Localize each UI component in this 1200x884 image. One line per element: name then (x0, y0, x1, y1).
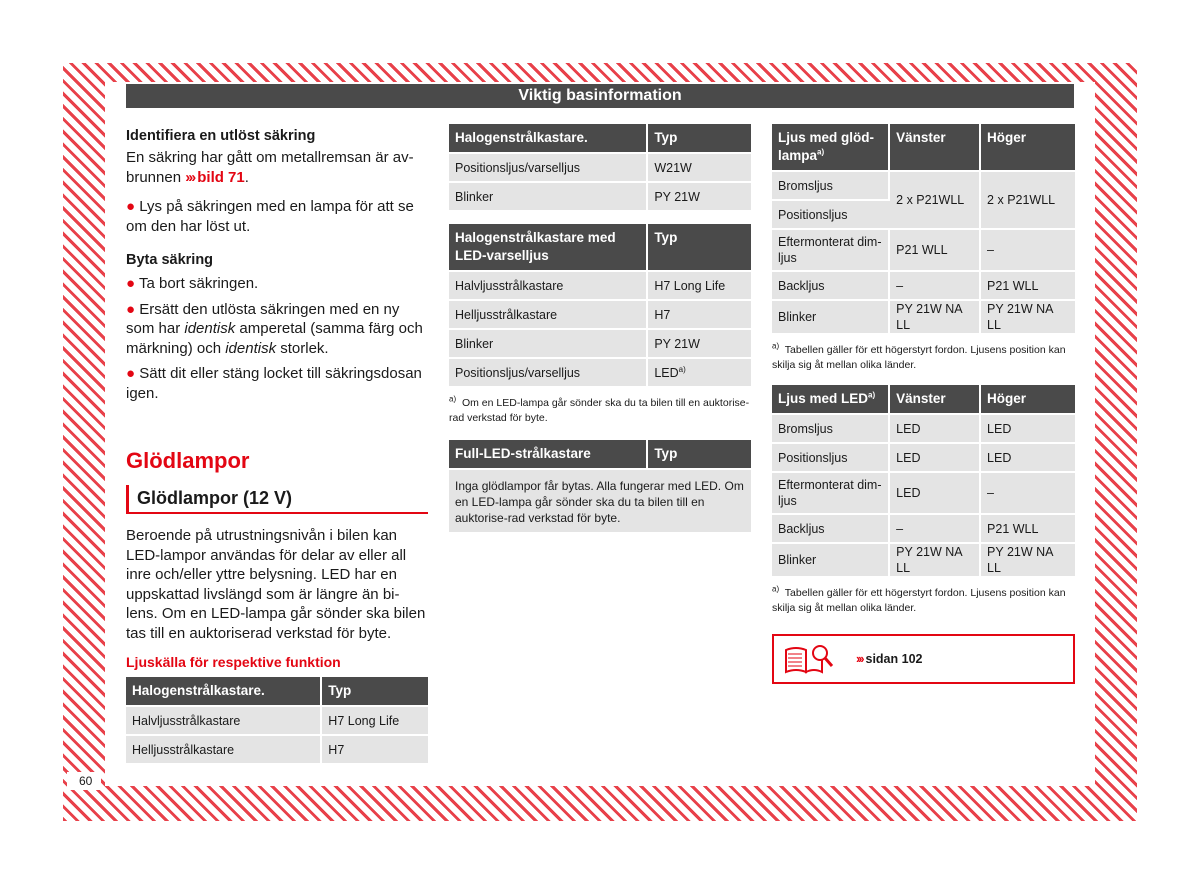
heading-replace-fuse: Byta säkring (126, 252, 214, 268)
section-header-bar: Viktig basinformation (126, 84, 1074, 108)
page-number: 60 (67, 772, 101, 790)
table-halogen-position-lights (449, 124, 751, 212)
table-row: Bromsljus 2 x P21WLL 2 x P21WLL (772, 172, 1075, 201)
book-magnifier-icon (782, 642, 836, 676)
footnote-led: $^{a)}$ Om en LED-lampa går sönder ska du ta bilen till en auktorise-rad verkstad för byte. (449, 394, 750, 424)
column-left (126, 124, 428, 765)
table-header-cell: Vänster (890, 124, 981, 172)
table-header-cell: Typ (322, 677, 428, 707)
subheading-bulbs-12v: Glödlampor (12 V) (126, 485, 428, 514)
bullet-item: ● Sätt dit eller stäng locket till säkringsdosan igen. (126, 365, 422, 402)
table-header-cell: Vänster (890, 385, 981, 415)
table-header-cell: Höger (981, 385, 1075, 415)
paragraph-fuse-blown: En säkring har gått om metallremsan är av-brunnen ››› bild 71. (126, 149, 414, 186)
table-header-cell: Höger (981, 124, 1075, 172)
bullet-icon: ● (126, 300, 136, 318)
bullet-icon: ● (126, 365, 136, 382)
bullet-item: ● Ersätt den utlösta säkringen med en ny som har identisk amperetal (samma färg och märkning) och identisk storlek. (126, 300, 423, 357)
page-reference-box[interactable] (772, 634, 1075, 684)
table-row: Blinker PY 21W NA LL PY 21W NA LL (772, 544, 1075, 578)
table-row: Positionsljus/varselljus W21W (449, 154, 751, 183)
table-row: Backljus – P21 WLL (772, 515, 1075, 544)
bullet-icon: ● (126, 198, 136, 215)
footnote-led-table: $^{a)}$ Tabellen gäller för ett högerstyrt fordon. Ljusens position kan skilja sig åt mellan olika länder. (772, 584, 1066, 614)
table-row: Halvljusstrålkastare H7 Long Life (126, 707, 428, 736)
table-row: Blinker PY 21W (449, 183, 751, 212)
table-row: Positionsljus (772, 201, 1075, 230)
table-row: Bromsljus LED LED (772, 415, 1075, 444)
table-header-cell: Halogenstrålkastare med LED-varselljus (449, 224, 648, 272)
bullet-item: ● Ta bort säkringen. (126, 275, 259, 292)
heading-identify-fuse: Identifiera en utlöst säkring (126, 128, 316, 144)
table-header-cell: Typ (648, 224, 751, 272)
table-full-led (449, 440, 751, 470)
table-row: Helljusstrålkastare H7 (449, 301, 751, 330)
bullet-item: ● Lys på säkringen med en lampa för att se om den har löst ut. (126, 198, 414, 235)
table-row: Helljusstrålkastare H7 (126, 736, 428, 765)
table-row: Blinker PY 21W (449, 330, 751, 359)
table-halogen-headlights (126, 677, 428, 765)
table-row: Halvljusstrålkastare H7 Long Life (449, 272, 751, 301)
table-row: Positionsljus LED LED (772, 444, 1075, 473)
column-middle (449, 124, 751, 532)
table-header-cell: Typ (648, 440, 751, 470)
table-header-cell: Typ (648, 124, 751, 154)
table-row: Backljus – P21 WLL (772, 272, 1075, 301)
table-row: Blinker PY 21W NA LL PY 21W NA LL (772, 301, 1075, 335)
table-header-cell: Ljus med glöd-lampa$^{a)}$ (772, 124, 890, 172)
subheading-light-source: Ljuskälla för respektive funktion (126, 654, 341, 670)
table-bulb-lights (772, 124, 1075, 335)
table-header-cell: Halogenstrålkastare. (449, 124, 648, 154)
table-header-cell: Halogenstrålkastare. (126, 677, 322, 707)
reference-arrows-icon: ››› (185, 168, 195, 186)
table-led-lights (772, 385, 1075, 578)
section-title-bulbs: Glödlampor (126, 448, 250, 473)
column-right (772, 124, 1075, 684)
link-figure-71[interactable]: bild 71 (197, 168, 245, 186)
table-row: Eftermonterat dim-ljus LED – (772, 473, 1075, 515)
table-halogen-led-drl (449, 224, 751, 388)
table-header-cell: Ljus med LED$^{a)}$ (772, 385, 890, 415)
page-reference-link[interactable]: ››› sidan 102 (856, 652, 923, 666)
bullet-icon: ● (126, 275, 136, 292)
table-row: Positionsljus/varselljus LED$^{a)}$ (449, 359, 751, 388)
footnote-bulb-table: $^{a)}$ Tabellen gäller för ett högerstyrt fordon. Ljusens position kan skilja sig åt mellan olika länder. (772, 341, 1066, 371)
paragraph-led-info: Beroende på utrustningsnivån i bilen kan LED-lampor användas för delar av eller all inre och/eller yttre belysning. LED har en uppskattad livslängd som är längre än bi-lens. Om en LED-lampa går sönder ska bilen tas till en auktoriserad verkstad för byte. (126, 527, 426, 642)
full-led-note: Inga glödlampor får bytas. Alla fungerar med LED. Om en LED-lampa går sönder ska du ta bilen till en auktorise-rad verkstad för byte. (449, 470, 751, 532)
table-header-cell: Full-LED-strålkastare (449, 440, 648, 470)
reference-arrows-icon: ››› (856, 652, 863, 666)
table-row: Eftermonterat dim-ljus P21 WLL – (772, 230, 1075, 272)
